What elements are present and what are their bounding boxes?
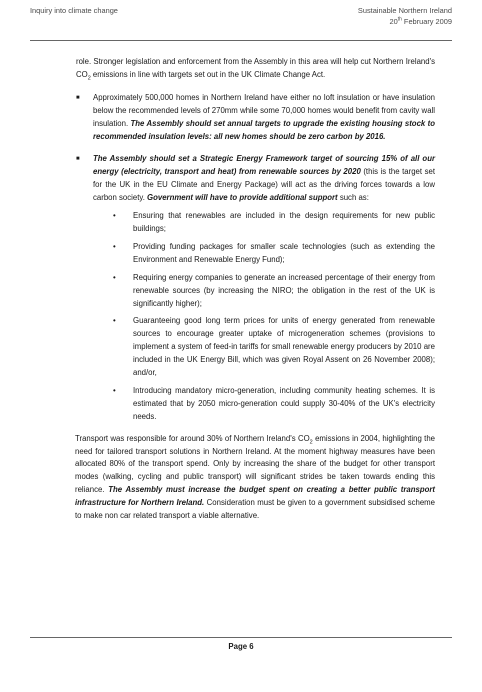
bullet-energy-plain2: such as:: [337, 193, 369, 203]
header-date-day: 20: [389, 17, 398, 26]
page-body: [76, 56, 435, 523]
bullet-energy-emphasis: The Assembly should set a Strategic Energy Framework target of sourcing 15% of all our energy (electricity, transport and heat) from renewable sources by 2020: [93, 154, 435, 177]
header-organisation: Sustainable Northern Ireland: [357, 6, 452, 15]
list-item: [113, 315, 435, 380]
dot-bullet-icon: •: [113, 272, 116, 282]
bullet-energy-framework: [76, 153, 435, 205]
intro-text-a: role. Stronger legislation and enforcement from the Assembly in this area will help cut Northern Ireland's CO: [76, 57, 435, 79]
bullet-housing: [76, 92, 435, 144]
bullet-housing-text: [93, 92, 435, 144]
page-footer: [30, 637, 452, 651]
page-number: Page 6: [228, 642, 254, 651]
page-header: [30, 6, 452, 41]
list-item: [113, 272, 435, 311]
bullet-energy-emphasis2: Government will have to provide additional support: [147, 193, 338, 203]
bullet-housing-emphasis: The Assembly should set annual targets to upgrade the existing housing stock to recommended insulation levels: all new homes should be zero carbon by 2016.: [93, 118, 435, 141]
list-item-text: Introducing mandatory micro-generation, including community heating schemes. It is estimated that by 2050 micro-generation could supply 30-40% of the UK's electricity needs.: [133, 385, 435, 421]
list-item: [113, 385, 435, 424]
square-bullet-icon: ■: [76, 156, 80, 163]
dot-bullet-icon: •: [113, 211, 116, 221]
transport-paragraph: [75, 433, 435, 523]
transport-emphasis: The Assembly must increase the budget spent on creating a better public transport infrastructure for Northern Ireland.: [75, 485, 436, 508]
bullet-energy-text: [93, 153, 435, 205]
header-date: [389, 17, 452, 26]
intro-paragraph: [76, 56, 435, 82]
list-item-text: Providing funding packages for smaller scale technologies (such as extending the Environment and Renewable Energy Fund);: [133, 241, 435, 264]
header-date-rest: February 2009: [401, 17, 452, 26]
transport-text-c: Consideration must be given to a government subsidised scheme to make non car related transport a viable alternative.: [75, 498, 436, 521]
transport-text-a: Transport was responsible for around 30% of Northern Ireland's CO: [75, 433, 310, 443]
transport-text-b: emissions in 2004, highlighting the need for tailored transport solutions in Northern Ireland. At the moment highway measures have been allocated 80% of the transport spend. Only by increasing the share of the budget for other transport modes (walking, cycling and public transport) will significant strides be taken towards ending this reliance.: [75, 433, 435, 495]
intro-co2-subscript: 2: [87, 75, 91, 82]
list-item: [113, 241, 435, 267]
support-measures-list: [76, 210, 435, 424]
dot-bullet-icon: •: [113, 385, 116, 395]
square-bullet-icon: ■: [76, 94, 80, 101]
transport-co2-subscript: 2: [309, 439, 313, 446]
header-document-title: Inquiry into climate change: [30, 6, 118, 15]
header-date-suffix: th: [397, 16, 402, 23]
dot-bullet-icon: •: [113, 316, 116, 326]
list-item-text: Ensuring that renewables are included in the design requirements for new public buildings;: [133, 211, 435, 233]
bullet-housing-plain: Approximately 500,000 homes in Northern Ireland have either no loft insulation or have insulation below the recommended levels of 270mm while some 70,000 homes would benefit from cavity wall insulation.: [93, 92, 435, 128]
dot-bullet-icon: •: [113, 241, 116, 251]
list-item-text: Guaranteeing good long term prices for units of energy generated from renewable sources to encourage greater uptake of microgeneration schemes (provisions to implement a system of feed-in tariffs for small renewable energy producers by 2010 are included in the UK Energy Bill, which was given Royal Assent on 26 November 2008); and/or,: [133, 316, 435, 378]
list-item-text: Requiring energy companies to generate an increased percentage of their energy from renewable sources (by increasing the NIRO; the obligation in the rest of the UK is significantly higher);: [133, 272, 435, 308]
intro-text-b: emissions in line with targets set out in the UK Climate Change Act.: [90, 69, 326, 79]
bullet-energy-plain1: (this is the target set for the UK in the EU Climate and Energy Package) will act as the driving forces towards a low carbon society.: [93, 167, 435, 203]
list-item: [113, 210, 435, 236]
